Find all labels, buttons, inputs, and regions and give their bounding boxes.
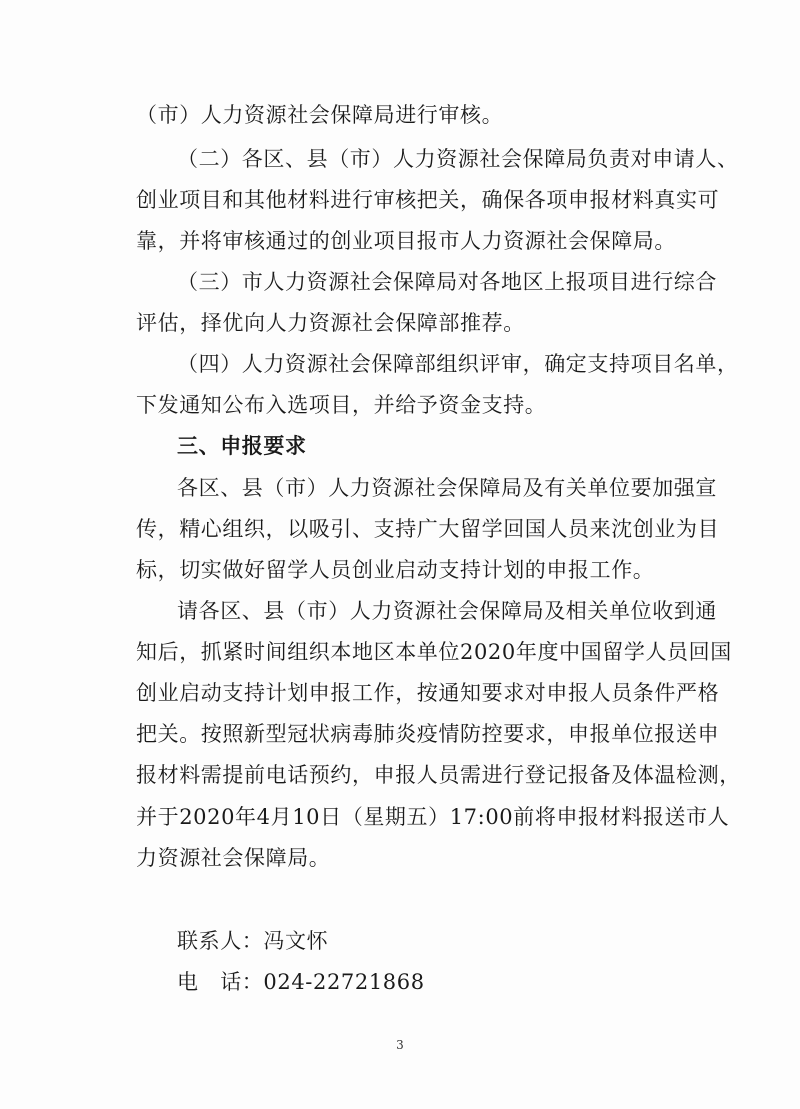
paragraph-line: 评估，择优向人力资源社会保障部推荐。 (136, 311, 525, 335)
contact-phone (177, 968, 425, 996)
contact-person (177, 927, 328, 955)
contact-person-label: 联系人： (177, 929, 264, 953)
contact-phone-label: 电 话： (177, 970, 264, 994)
paragraph-line: 创业项目和其他材料进行审核把关，确保各项申报材料真实可 (136, 188, 720, 212)
page-number: 3 (396, 1038, 404, 1052)
paragraph-line: 标，切实做好留学人员创业启动支持计划的申报工作。 (136, 558, 655, 582)
paragraph-line: （三）市人力资源社会保障局对各地区上报项目进行综合 (177, 270, 717, 294)
paragraph-line: （市）人力资源社会保障局进行审核。 (136, 103, 504, 127)
section-heading: 三、申报要求 (177, 434, 307, 458)
paragraph-line: （四）人力资源社会保障部组织评审，确定支持项目名单， (177, 352, 739, 376)
contact-phone-number: 024-22721868 (263, 970, 425, 994)
paragraph-line: （二）各区、县（市）人力资源社会保障局负责对申请人、 (177, 147, 739, 171)
paragraph-line: 请各区、县（市）人力资源社会保障局及相关单位收到通 (177, 599, 717, 623)
paragraph-line: 各区、县（市）人力资源社会保障局及有关单位要加强宣 (177, 476, 717, 500)
paragraph-line: 力资源社会保障局。 (136, 846, 331, 870)
paragraph-line: 创业启动支持计划申报工作，按通知要求对申报人员条件严格 (136, 681, 720, 705)
contact-person-name: 冯文怀 (263, 929, 329, 953)
paragraph-line: 报材料需提前电话预约，申报人员需进行登记报备及体温检测， (136, 763, 741, 787)
paragraph-line: 传，精心组织，以吸引、支持广大留学回国人员来沈创业为目 (136, 517, 720, 541)
paragraph-line: 并于2020年4月10日（星期五）17:00前将申报材料报送市人 (136, 805, 730, 829)
paragraph-line: 下发通知公布入选项目，并给予资金支持。 (136, 393, 547, 417)
paragraph-line: 靠，并将审核通过的创业项目报市人力资源社会保障局。 (136, 229, 676, 253)
paragraph-line: 把关。按照新型冠状病毒肺炎疫情防控要求，申报单位报送申 (136, 722, 720, 746)
paragraph-line: 知后，抓紧时间组织本地区本单位2020年度中国留学人员回国 (136, 640, 732, 664)
